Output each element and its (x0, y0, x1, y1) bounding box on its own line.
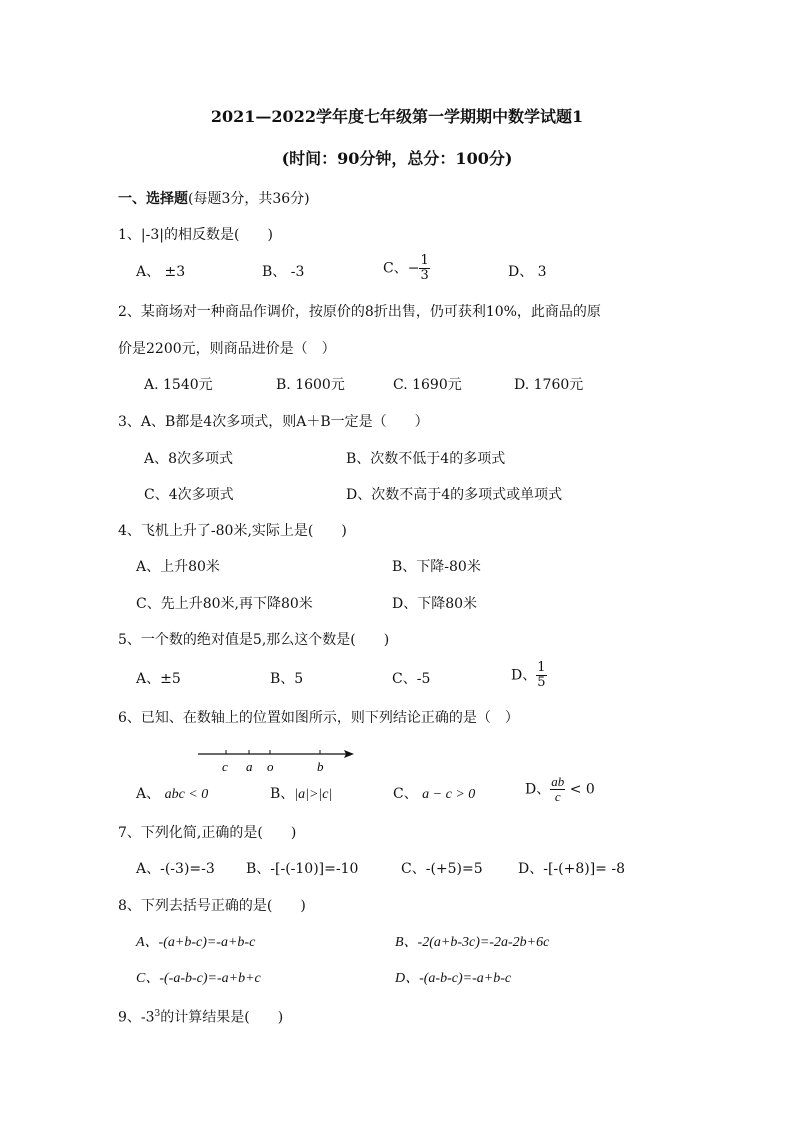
q1-option-c-fraction (419, 254, 429, 283)
axis-label-o: o (267, 759, 274, 774)
section-name: 一、选择题 (118, 191, 188, 207)
question-7-stem: 7、下列化简,正确的是( ) (118, 825, 297, 841)
q3-option-a: A、8次多项式 (144, 451, 234, 467)
q6-option-b-prefix: B、 (270, 786, 295, 802)
q6-option-b (270, 785, 332, 804)
q8-option-c: C、-(-a-b-c)=-a+b+c (136, 971, 261, 986)
q1-option-c (383, 254, 430, 283)
number-line-figure (194, 744, 374, 774)
q8-option-d: D、-(a-b-c)=-a+b-c (395, 971, 512, 986)
q6-option-b-expression: |a|>|c| (294, 787, 333, 802)
q6-option-c (393, 785, 475, 804)
q7-option-d: D、-[-(+8)]= -8 (518, 861, 625, 877)
section-heading (118, 190, 310, 208)
exam-subtitle: (时间：90分钟，总分：100分) (281, 149, 513, 168)
section-note: (每题3分，共36分) (188, 191, 310, 207)
q4-option-b: B、下降-80米 (392, 559, 481, 575)
axis-label-b: b (317, 759, 324, 774)
q6-option-c-expression: a − c > 0 (422, 787, 476, 802)
q7-option-c: C、-(+5)=5 (401, 861, 483, 877)
q4-option-d: D、下降80米 (392, 596, 478, 612)
q7-option-b: B、-[-(-10)]=-10 (246, 861, 359, 877)
q3-option-d: D、次数不高于4的多项式或单项式 (346, 487, 563, 503)
q6-option-a-prefix: A、 (136, 786, 161, 802)
fraction-denominator: 3 (420, 268, 429, 283)
q4-option-c: C、先上升80米,再下降80米 (136, 596, 313, 612)
question-9-stem (118, 1005, 283, 1027)
q2-option-d: D. 1760元 (514, 377, 584, 393)
exam-title: 2021—2022学年度七年级第一学期期中数学试题1 (210, 107, 584, 126)
fraction-denominator: 5 (537, 675, 546, 690)
q2-option-c: C. 1690元 (393, 377, 462, 393)
fraction-denominator: c (554, 789, 561, 804)
q6-option-d (525, 775, 595, 804)
question-3-stem: 3、A、B都是4次多项式，则A＋B一定是（ ） (118, 414, 429, 430)
q1-option-a: A、 ±3 (136, 264, 186, 280)
q1-option-d: D、 3 (508, 264, 547, 280)
q6-option-c-prefix: C、 (393, 786, 418, 802)
q4-option-a: A、上升80米 (136, 559, 220, 575)
q9-stem-suffix: 的计算结果是( ) (160, 1009, 284, 1026)
fraction-numerator: 1 (537, 660, 546, 675)
q5-option-c: C、-5 (392, 671, 431, 687)
question-6-stem: 6、已知、在数轴上的位置如图所示，则下列结论正确的是（ ） (118, 710, 519, 726)
fraction-numerator: 1 (420, 253, 429, 268)
axis-label-a: a (246, 759, 253, 774)
q6-option-a (136, 785, 208, 804)
q9-exponent: 3 (154, 1009, 161, 1019)
question-2-stem-line1: 2、某商场对一种商品作调价，按原价的8折出售，仍可获利10%，此商品的原 (118, 304, 601, 320)
q5-option-d-fraction (536, 661, 546, 690)
question-8-stem: 8、下列去括号正确的是( ) (118, 898, 306, 914)
q1-option-b: B、 -3 (262, 264, 305, 280)
q1-option-c-prefix: C、− (383, 260, 420, 277)
axis-label-c: c (222, 759, 228, 774)
q7-option-a: A、-(-3)=-3 (136, 861, 215, 877)
q3-option-c: C、4次多项式 (144, 487, 234, 503)
q8-option-a: A、-(a+b-c)=-a+b-c (136, 935, 256, 950)
q5-option-d-prefix: D、 (511, 667, 537, 684)
q6-option-d-prefix: D、 (525, 781, 551, 798)
q5-option-a: A、±5 (136, 671, 181, 687)
q3-option-b: B、次数不低于4的多项式 (346, 451, 506, 467)
question-2-stem-line2: 价是2200元，则商品进价是（ ） (118, 341, 336, 357)
fraction-numerator: ab (551, 774, 565, 789)
q2-option-b: B. 1600元 (276, 377, 345, 393)
q9-stem-prefix: 9、-3 (118, 1009, 155, 1026)
question-1-stem: 1、|-3|的相反数是( ) (118, 227, 273, 243)
question-4-stem: 4、飞机上升了-80米,实际上是( ) (118, 523, 347, 539)
q6-option-d-suffix: < 0 (569, 781, 595, 798)
question-5-stem: 5、一个数的绝对值是5,那么这个数是( ) (118, 632, 390, 648)
q6-option-a-expression: abc < 0 (164, 787, 209, 802)
q6-option-d-fraction (550, 775, 565, 804)
q8-option-b: B、-2(a+b-3c)=-2a-2b+6c (395, 935, 550, 950)
q2-option-a: A. 1540元 (144, 377, 213, 393)
q5-option-b: B、5 (270, 671, 304, 687)
q5-option-d (511, 661, 547, 690)
